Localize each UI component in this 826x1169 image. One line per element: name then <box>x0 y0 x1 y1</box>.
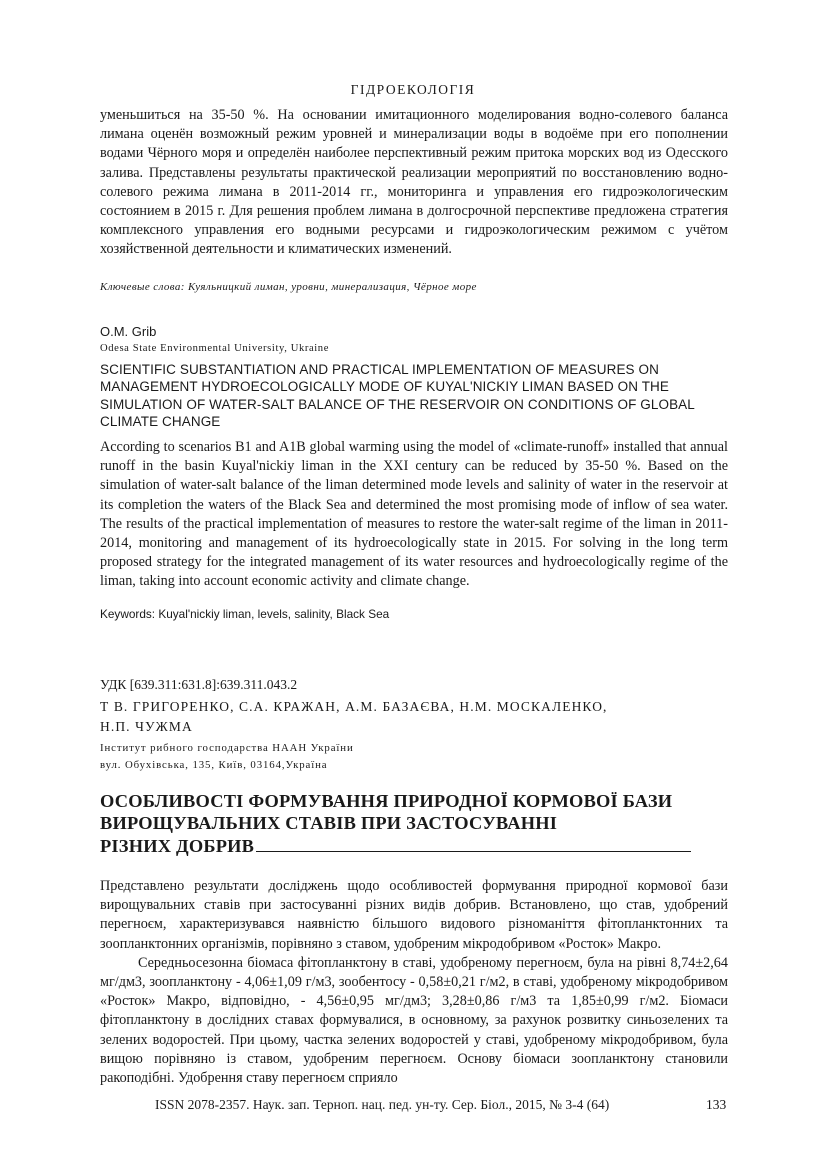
title-underline-rule <box>256 834 691 852</box>
abstract-ua <box>100 877 728 1088</box>
abstract-ru: уменьшиться на 35-50 %. На основании имитационного моделирования водно-солевого баланса лимана оценён возможный режим уровней и минерализации воды в водоёме при его пополнении водами Чёрного моря и определён наиболее перспективный режим притока морских вод из Одесского залива. Представлены результаты практической реализации мероприятий по восстановлению водно-солевого режима лимана в 2011-2014 гг., мониторинга и управления его гидроэкологическим состоянием в 2015 г. Для решения проблем лимана в долгосрочной перспективе предложена стратегия комплексного управления его водными ресурсами и гидроэкологическим режимом с учётом хозяйственной деятельности и климатических изменений. <box>100 107 728 258</box>
page-number: 133 <box>706 1097 727 1112</box>
page-footer <box>155 1097 735 1113</box>
title-ua-line-3-wrap <box>100 834 728 857</box>
institute-ua <box>100 740 728 774</box>
abstract-en: According to scenarios B1 and A1B global warming using the model of «climate-runoff» installed that annual runoff in the basin Kuyal'nickiy liman in the XXI century can be reduced by 35-50 %. Based on the simulation of water-salt balance of the liman determined mode levels and salinity of water in the reservoir at its completion the waters of the Black Sea and determined the most promising mode of inflow of sea water. The results of the practical implementation of measures to restore the water-salt regime of the liman in 2011-2014, monitoring and management of its hydroecologically state in 2015. For solving in the long term proposed strategy for the integrated management of its water resources and hydroecologically regime of the liman, taking into account economic activity and climate change. <box>100 439 728 590</box>
title-ua-line-2: ВИРОЩУВАЛЬНИХ СТАВІВ ПРИ ЗАСТОСУВАННІ <box>100 813 558 833</box>
keywords-ru: Ключевые слова: Куяльницкий лиман, уровни, минерализация, Чёрное море <box>100 281 477 293</box>
institute-name: Інститут рибного господарства НААН України <box>100 742 354 754</box>
abstract-ua-paragraph-2: Середньосезонна біомаса фітопланктону в ставі, удобреному перегноєм, була на рівні 8,74±2,64 мг/дм3, зоопланктону - 4,06±1,09 г/м3, зообентосу - 0,58±0,21 г/м2, в ставі, удобреному мікродобривом «Росток» Макро, відповідно, - 4,56±0,95 мг/дм3; 3,28±0,86 г/м3 та 1,85±0,99 г/м2. Біомаси фітопланктону в дослідних ставах формувалися, в основному, за рахунок розвитку синьозелених та зелених водоростей. При цьому, частка зелених водоростей у ставі, удобреному мікродобривом, була вищою порівняно із ставом, удобреним перегноєм. Основу біомаси зоопланктону становили ракоподібні. Удобрення ставу перегноєм сприяло <box>100 954 728 1087</box>
article-title-en: SCIENTIFIC SUBSTANTIATION AND PRACTICAL IMPLEMENTATION OF MEASURES ON MANAGEMENT HYDROECOLOGICALLY MODE OF KUYAL'NICKIY LIMAN BASED ON THE SIMULATION OF WATER-SALT BALANCE OF THE RESERVOIR ON CONDITIONS OF GLOBAL CLIMATE CHANGE <box>100 362 695 430</box>
affiliation-en: Odesa State Environmental University, Ukraine <box>100 343 330 354</box>
abstract-ua-paragraph-1: Представлено результати досліджень щодо особливостей формування природної кормової бази вирощувальних ставів при застосуванні різних видів добрив. Встановлено, що став, удобрений перегноєм, характеризувався наявністю більшого видового різноманіття фітопланктонних та зоопланктонних організмів, порівняно з ставом, удобреним мікродобривом «Росток» Макро. <box>100 878 728 952</box>
institute-address: вул. Обухівська, 135, Київ, 03164,Україна <box>100 759 328 771</box>
footer-citation: ISSN 2078-2357. Наук. зап. Терноп. нац. пед. ун-ту. Сер. Біол., 2015, № 3-4 (64) <box>155 1097 610 1112</box>
running-header: ГІДРОЕКОЛОГІЯ <box>350 82 476 97</box>
udc-code: УДК [639.311:631.8]:639.311.043.2 <box>100 677 298 692</box>
authors-ua-line-2: Н.П. ЧУЖМА <box>100 719 193 734</box>
authors-ua <box>100 697 728 737</box>
title-ua-line-3: РІЗНИХ ДОБРИВ <box>100 836 255 856</box>
author-en: O.M. Grib <box>100 324 157 339</box>
title-ua-line-1: ОСОБЛИВОСТІ ФОРМУВАННЯ ПРИРОДНОЇ КОРМОВОЇ БАЗИ <box>100 791 673 811</box>
keywords-en: Keywords: Kuyal'nickiy liman, levels, salinity, Black Sea <box>100 607 390 621</box>
authors-ua-line-1: Т В. ГРИГОРЕНКО, С.А. КРАЖАН, А.М. БАЗАЄВА, Н.М. МОСКАЛЕНКО, <box>100 699 608 714</box>
article-title-ua <box>100 790 728 857</box>
